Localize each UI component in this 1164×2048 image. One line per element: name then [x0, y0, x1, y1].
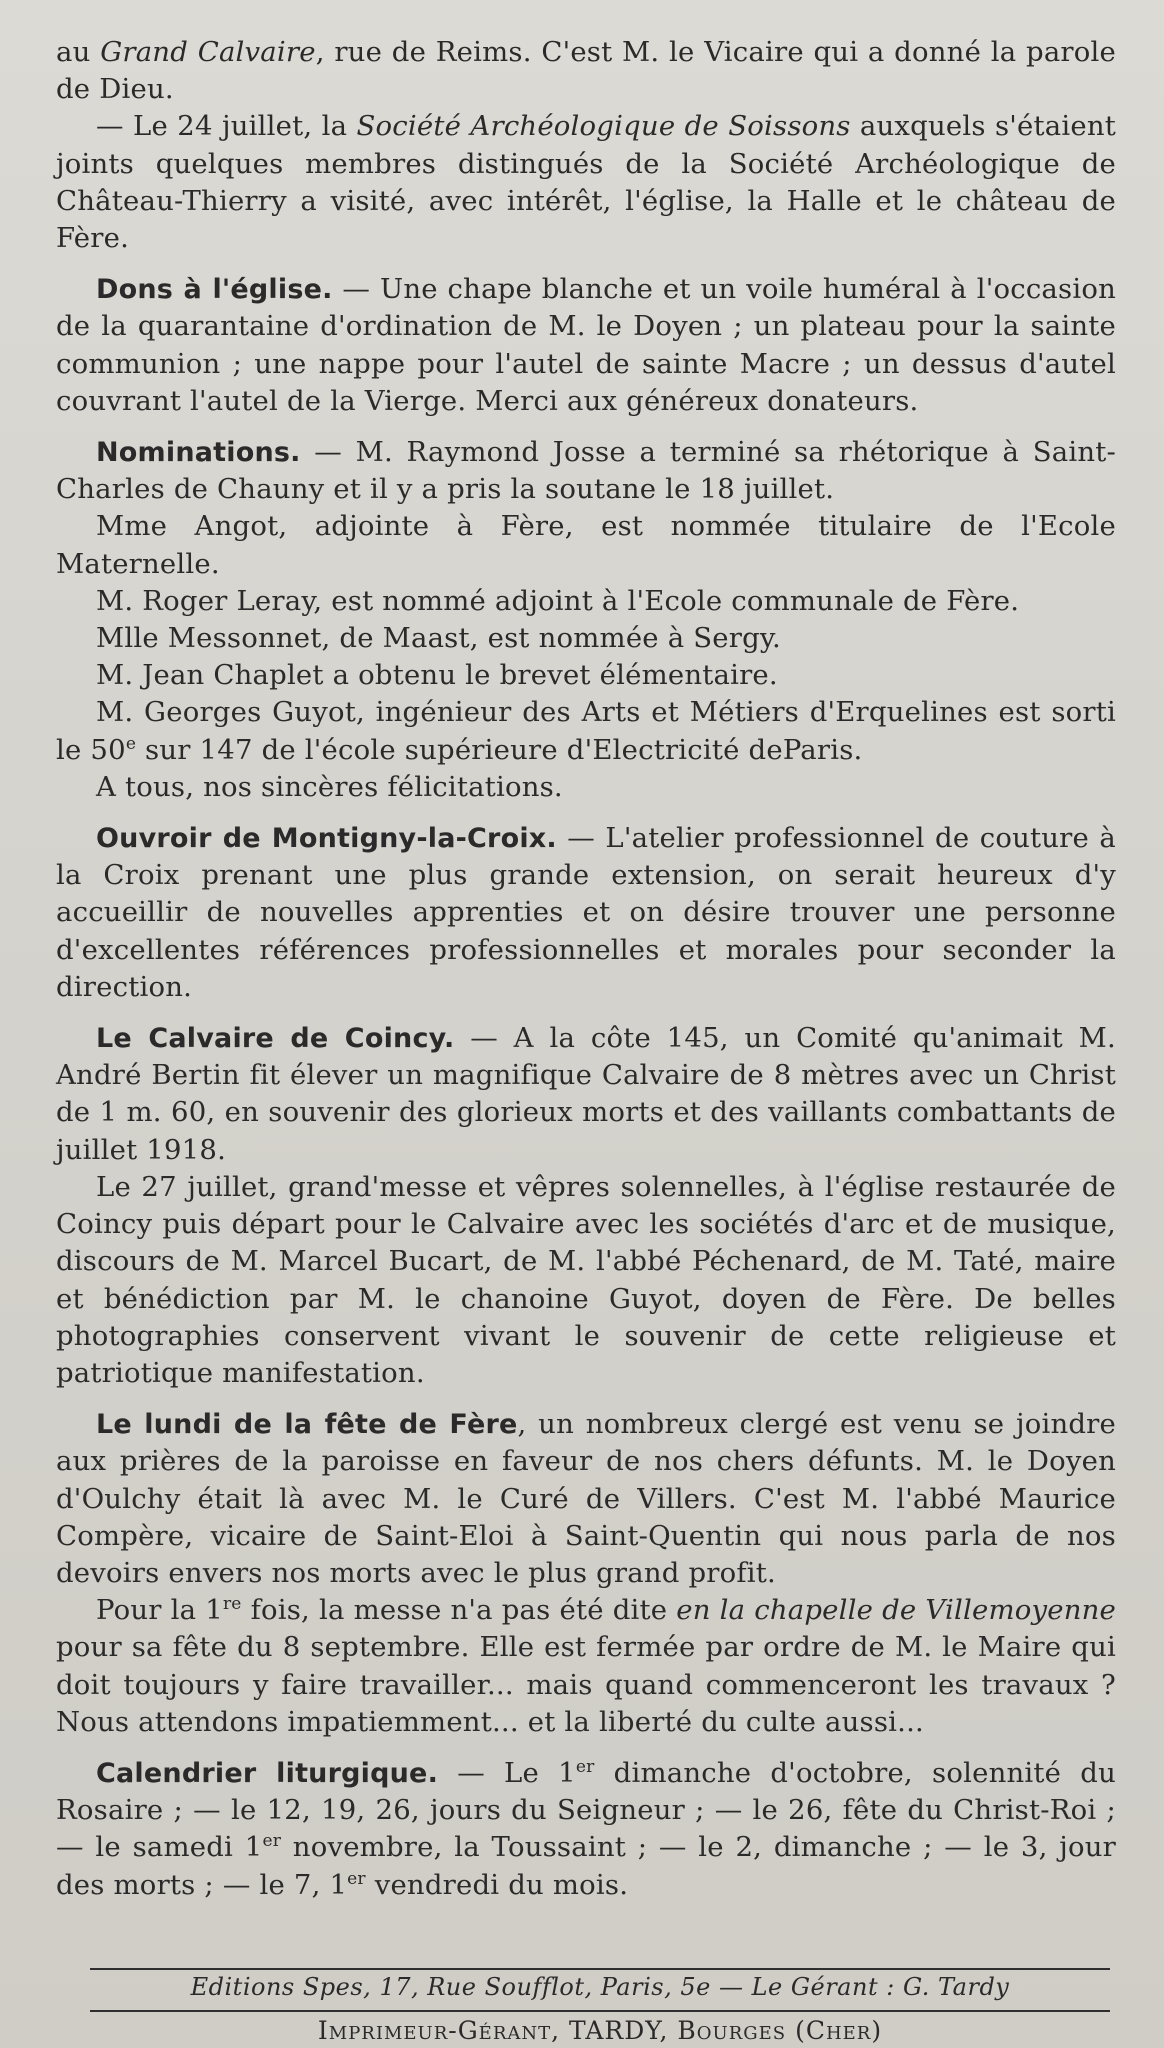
- paragraph-p14: [56, 1406, 1116, 1592]
- text-run: au: [56, 36, 101, 68]
- paragraph-p16: [56, 1755, 1116, 1904]
- text-run: , rue de Reims. C'est M. le Vicaire qui a donné la parole de Dieu.: [56, 36, 1116, 106]
- section-heading: Dons à l'église.: [96, 274, 333, 306]
- footer-editions-line: Editions Spes, 17, Rue Soufflot, Paris, 5e — Le Gérant : G. Tardy: [190, 1973, 1010, 2001]
- text-run: vendredi du mois.: [365, 1868, 629, 1901]
- text-run: M. Jean Chaplet a obtenu le brevet élémentaire.: [96, 659, 778, 692]
- text-run: — Une chape blanche et un voile huméral à l'occasion de la quarantaine d'ordination de M. le Doyen ; un plateau pour la sainte communion ; une nappe pour l'autel de sainte Macre ; un dessus d'autel couvrant l'autel de la Vierge. Merci aux généreux donateurs.: [56, 273, 1116, 417]
- paragraph-p2: [56, 108, 1116, 257]
- text-run: — L'atelier professionnel de couture à la Croix prenant une plus grande extension, on serait heureux d'y accueillir de nouvelles apprenties et on désire trouver une personne d'excellentes références professionnelles et morales pour seconder la direction.: [56, 822, 1116, 1003]
- paragraph-p5: [56, 508, 1116, 582]
- text-run: dimanche d'octobre, solennité du Rosaire ; — le 12, 19, 26, jours du Seigneur ; — le 26, fête du Christ-Roi ; — le samedi 1: [56, 1756, 1116, 1864]
- superscript: er: [575, 1756, 595, 1777]
- section-heading: Ouvroir de Montigny-la-Croix.: [96, 823, 557, 855]
- paragraph-p6: [56, 583, 1116, 620]
- superscript: er: [262, 1831, 282, 1852]
- paragraph-p4: [56, 434, 1116, 508]
- superscript: er: [347, 1868, 366, 1889]
- paragraph-p3: [56, 271, 1116, 420]
- paragraph-p9: [56, 694, 1116, 768]
- paragraph-p10: [56, 769, 1116, 806]
- section-heading: Calendrier liturgique.: [96, 1757, 439, 1789]
- paragraph-p11: [56, 820, 1116, 1006]
- section-heading: Nominations.: [96, 437, 301, 469]
- paragraph-p12: [56, 1020, 1116, 1169]
- text-run: sur 147 de l'école supérieure d'Electricité deParis.: [136, 733, 863, 766]
- superscript: re: [222, 1593, 242, 1614]
- text-run: M. Georges Guyot, ingénieur des Arts et Métiers d'Erquelines est sorti le 50: [56, 696, 1116, 766]
- text-run: — Le 24 juillet, la: [96, 110, 357, 143]
- text-run: M. Roger Leray, est nommé adjoint à l'Ecole communale de Fère.: [96, 584, 1020, 617]
- text-run: en la chapelle de Villemoyenne: [676, 1594, 1117, 1627]
- footer-printer-line: Imprimeur-Gérant, TARDY, Bourges (Cher): [317, 2016, 883, 2045]
- text-run: Le 27 juillet, grand'messe et vêpres solennelles, à l'église restaurée de Coincy puis départ pour le Calvaire avec les sociétés d'arc et de musique, discours de M. Marcel Bucart, de M. l'abbé Péchenard, de M. Taté, maire et bénédiction par M. le chanoine Guyot, doyen de Fère. De belles photographies conservent vivant le souvenir de cette religieuse et patriotique manifestation.: [56, 1170, 1116, 1389]
- paragraph-p7: [56, 620, 1116, 657]
- paragraph-p8: [56, 657, 1116, 694]
- section-heading: Le Calvaire de Coincy.: [96, 1023, 455, 1055]
- text-run: Pour la 1: [96, 1594, 223, 1627]
- paragraph-p1: [56, 34, 1116, 108]
- text-run: A tous, nos sincères félicitations.: [96, 770, 563, 803]
- article-column: [56, 34, 1116, 1904]
- text-run: , un nombreux clergé est venu se joindre aux prières de la paroisse en faveur de nos chers défunts. M. le Doyen d'Oulchy était là avec M. le Curé de Villers. C'est M. l'abbé Maurice Compère, vicaire de Saint-Eloi à Saint-Quentin qui nous parla de nos devoirs envers nos morts avec le plus grand profit.: [56, 1408, 1117, 1589]
- text-run: Grand Calvaire: [100, 36, 316, 68]
- text-run: Mme Angot, adjointe à Fère, est nommée titulaire de l'Ecole Maternelle.: [56, 510, 1116, 580]
- text-run: — M. Raymond Josse a terminé sa rhétorique à Saint-Charles de Chauny et il y a pris la soutane le 18 juillet.: [56, 436, 1116, 506]
- text-run: Société Archéologique de Soissons: [356, 110, 851, 143]
- superscript: e: [125, 733, 137, 754]
- text-run: Mlle Messonnet, de Maast, est nommée à Sergy.: [96, 622, 781, 655]
- paragraph-p15: [56, 1592, 1116, 1741]
- text-run: novembre, la Toussaint ; — le 2, dimanche ; — le 3, jour des morts ; — le 7, 1: [56, 1831, 1116, 1901]
- text-run: pour sa fête du 8 septembre. Elle est fermée par ordre de M. le Maire qui doit toujours y faire travailler... mais quand commenceront les travaux ? Nous attendons impatiemment... et la liberté du culte aussi...: [56, 1631, 1116, 1738]
- text-run: — Le 1: [438, 1756, 576, 1789]
- section-heading: Le lundi de la fête de Fère: [96, 1409, 518, 1441]
- paragraph-p13: [56, 1169, 1116, 1392]
- text-run: fois, la messe n'a pas été dite: [241, 1594, 677, 1627]
- text-run: auxquels s'étaient joints quelques membres distingués de la Société Archéologique de Château-Thierry a visité, avec intérêt, l'église, la Halle et le château de Fère.: [56, 110, 1116, 255]
- footer-rule-bottom: [90, 2010, 1110, 2012]
- text-run: — A la côte 145, un Comité qu'animait M. André Bertin fit élever un magnifique Calvaire de 8 mètres avec un Christ de 1 m. 60, en souvenir des glorieux morts et des vaillants combattants de juillet 1918.: [56, 1022, 1116, 1166]
